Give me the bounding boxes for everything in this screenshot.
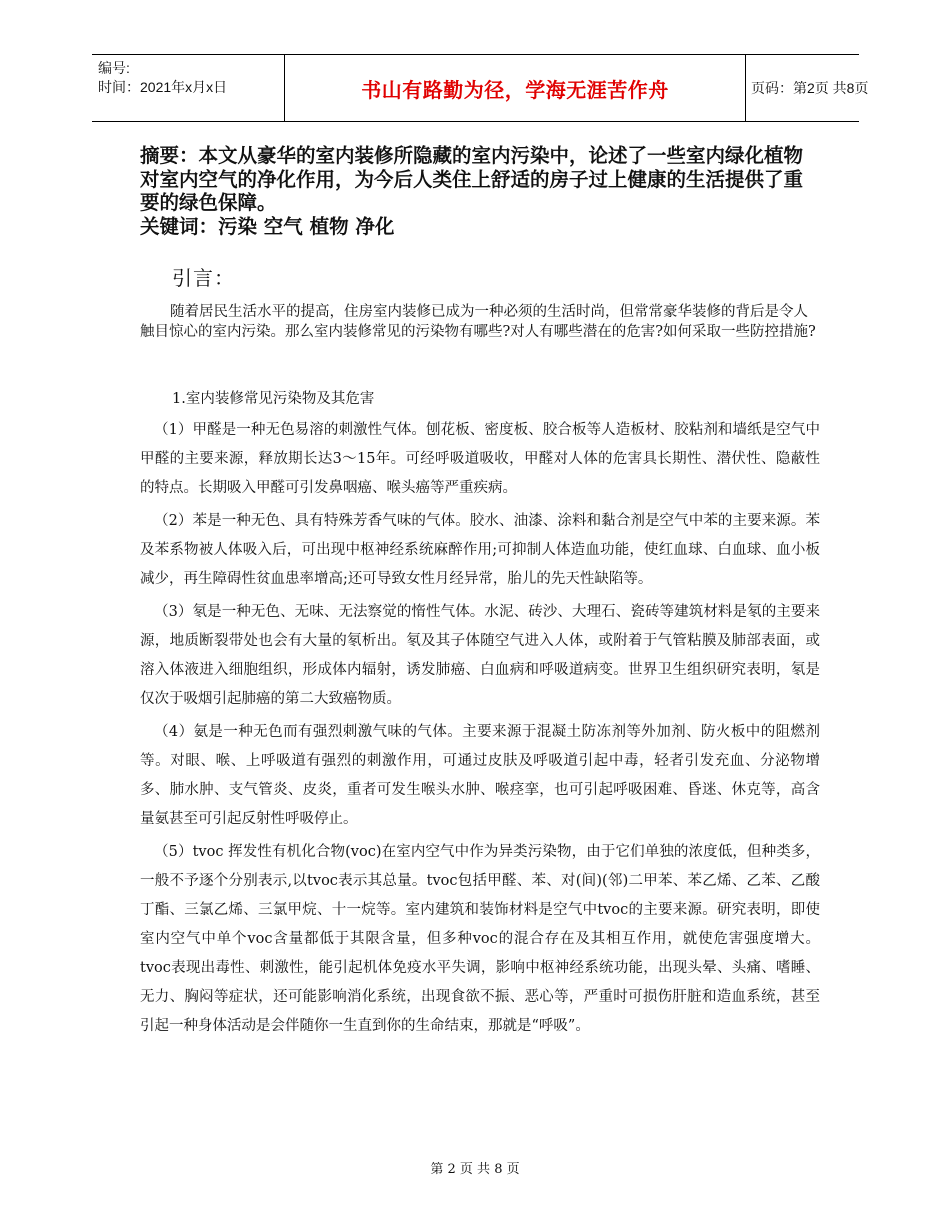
paragraph-radon: （3）氡是一种无色、无味、无法察觉的惰性气体。水泥、砖沙、大理石、瓷砖等建筑材料是氡的主要来源，地质断裂带处也会有大量的氡析出。氡及其子体随空气进入人体，或附着于气管粘膜及肺部表面，或溶入体液进入细胞组织，形成体内辐射，诱发肺癌、白血病和呼吸道病变。世界卫生组织研究表明，氡是仅次于吸烟引起肺癌的第二大致癌物质。 (140, 604, 820, 707)
abstract-summary: 摘要：本文从豪华的室内装修所隐藏的室内污染中，论述了一些室内绿化植物对室内空气的净化作用，为今后人类住上舒适的房子过上健康的生活提供了重要的绿色保障。 (140, 144, 804, 214)
date-line: 时间：2021年x月x日 (98, 79, 228, 95)
abstract-keywords: 关键词：污染 空气 植物 净化 (140, 214, 395, 238)
document-header (92, 54, 869, 122)
intro-heading: 引言： (172, 266, 235, 290)
number-label: 编号: (98, 60, 130, 76)
header-motto: 书山有路勤为径，学海无涯苦作舟 (361, 77, 669, 102)
intro-paragraph: 随着居民生活水平的提高，住房室内装修已成为一种必须的生活时尚，但常常豪华装修的背后是令人触目惊心的室内污染。那么室内装修常见的污染物有哪些?对人有哪些潜在的危害?如何采取一些防控措施? (140, 304, 816, 340)
header-page-info: 页码：第2页 共8页 (751, 80, 869, 96)
page-footer: 第 2 页 共 8 页 (430, 1162, 520, 1177)
paragraph-formaldehyde: （1）甲醛是一种无色易溶的刺激性气体。刨花板、密度板、胶合板等人造板材、胶粘剂和墙纸是空气中甲醛的主要来源，释放期长达3～15年。可经呼吸道吸收，甲醛对人体的危害具长期性、潜伏性、隐蔽性的特点。长期吸入甲醛可引发鼻咽癌、喉头癌等严重疾病。 (140, 422, 820, 496)
abstract-block (140, 144, 820, 238)
paragraph-ammonia: （4）氨是一种无色而有强烈刺激气味的气体。主要来源于混凝土防冻剂等外加剂、防火板中的阻燃剂等。对眼、喉、上呼吸道有强烈的刺激作用，可通过皮肤及呼吸道引起中毒，轻者引发充血、分泌物增多、肺水肿、支气管炎、皮炎，重者可发生喉头水肿、喉痉挛，也可引起呼吸困难、昏迷、休克等，高含量氨甚至可引起反射性呼吸停止。 (140, 724, 820, 827)
section-heading: 1.室内装修常见污染物及其危害 (172, 391, 375, 407)
section-body (140, 416, 820, 1045)
header-meta (92, 55, 284, 121)
paragraph-tvoc: （5）tvoc 挥发性有机化合物(voc)在室内空气中作为异类污染物，由于它们单独的浓度低，但种类多，一般不予逐个分别表示,以tvoc表示其总量。tvoc包括甲醛、苯、对(间)(邻)二甲苯、苯乙烯、乙苯、乙酸丁酯、三氯乙烯、三氯甲烷、十一烷等。室内建筑和装饰材料是空气中tvoc的主要来源。研究表明，即使室内空气中单个voc含量都低于其限含量，但多种voc的混合存在及其相互作用，就使危害强度增大。 tvoc表现出毒性、刺激性，能引起机体免疫水平失调，影响中枢神经系统功能，出现头晕、头痛、嗜睡、无力、胸闷等症状，还可能影响消化系统，出现食欲不振、恶心等，严重时可损伤肝脏和造血系统，甚至引起一种身体活动是会伴随你一生直到你的生命结束，那就是“呼吸”。 (140, 844, 820, 1034)
paragraph-benzene: （2）苯是一种无色、具有特殊芳香气味的气体。胶水、油漆、涂料和黏合剂是空气中苯的主要来源。苯及苯系物被人体吸入后，可出现中枢神经系统麻醉作用;可抑制人体造血功能，使红血球、白血球、血小板减少，再生障碍性贫血患率增高;还可导致女性月经异常，胎儿的先天性缺陷等。 (140, 513, 820, 587)
header-motto-cell (284, 55, 746, 121)
